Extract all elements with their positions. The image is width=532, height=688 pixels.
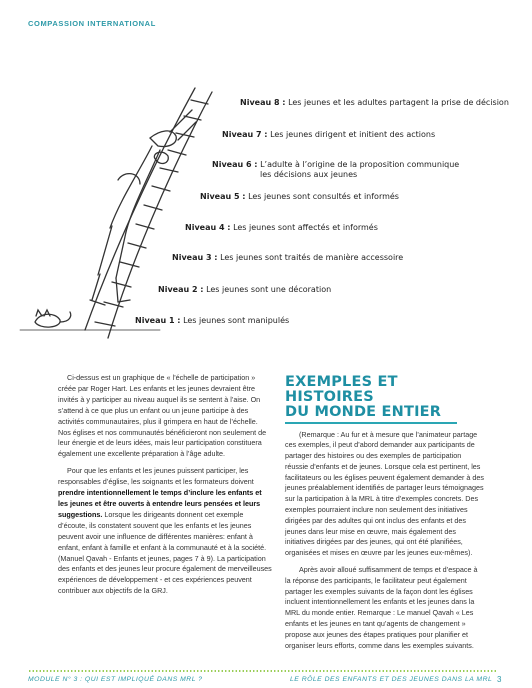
right-column xyxy=(285,373,485,657)
section-title: EXEMPLES ET HISTOIRES DU MONDE ENTIER xyxy=(285,374,442,420)
header-brand: COMPASSION INTERNATIONAL xyxy=(28,19,156,28)
examples-paragraph: Après avoir alloué suffisamment de temps et d’espace à la réponse des participants, le facilitateur peut également partager les exemples suivants de la façon dont les églises incluent intentionnellement les enfants et les jeunes dans la MRL du monde entier. Remarque : Le manuel Qavah « Les enfants et les jeunes en tant qu’agents de changement » propose aux jeunes des étapes pratiques pour planifier et organiser leurs efforts, comme dans les exemples suivants. xyxy=(285,565,478,650)
title-rule xyxy=(285,422,457,424)
ladder-level-4: Niveau 4 : Les jeunes sont affectés et informés xyxy=(185,223,378,232)
remark-paragraph: (Remarque : Au fur et à mesure que l’animateur partage ces exemples, il peut d’abord demander aux participants de partager des histoires ou des exemples de participation réussie d’enfants et de jeunes. Lorsque cela est pertinent, les facilitateurs ou les églises peuvent également demander à des jeunes préalablement identifiés de partager leurs témoignages sur la participation à la MRL à titre d’exemples concrets. Des exemples pourraient inclure non seulement des initiatives dirigées par des adultes qui ont inclus des enfants et des jeunes dans leur mise en œuvre, mais également des initiatives dirigées par des jeunes, qui ont été planifiées, organisées et mises en œuvre par les jeunes eux-mêmes). xyxy=(285,429,484,558)
footer-section-label: LE RÔLE DES ENFANTS ET DES JEUNES DANS LA MRL xyxy=(290,676,493,683)
footer-module-label: MODULE N° 3 : QUI EST IMPLIQUÉ DANS MRL ? xyxy=(28,676,203,683)
intro-paragraph: Ci-dessus est un graphique de « l’échelle de participation » créée par Roger Hart. Les enfants et les jeunes devraient être invités à y participer au niveau auquel ils se sentent à l’aise. On s’attend à ce que plus un enfant ou un jeune participe à des activités communautaires, plus il grimpera en haut de l’échelle. Nos églises et nos communautés bénéficieront non seulement de leur énergie et de leurs idées, mais leur participation constituera également une excellente préparation à l’âge adulte. xyxy=(58,373,267,459)
page-number: 3 xyxy=(497,675,502,684)
participation-paragraph: Pour que les enfants et les jeunes puissent participer, les responsables d’église, les soignants et les formateurs doivent prendre intentionnellement le temps d’inclure les enfants et les jeunes et être ouverts à entendre leurs pensées et leurs suggestions. Lorsque les dirigeants donnent cet exemple d’écoute, ils constatent souvent que les enfants et les jeunes peuvent avoir une influence de différentes manières: enfant à enfant, enfant à famille et enfant à la communauté et à la société. (Manuel Qavah - Enfants et jeunes, pages 7 à 9). La participation des enfants et des jeunes leur procure également de merveilleuses expériences de développement - et ces expériences peuvent contribuer aux objectifs de la GRJ. xyxy=(58,466,272,596)
left-column xyxy=(58,373,272,603)
ladder-level-3: Niveau 3 : Les jeunes sont traités de manière accessoire xyxy=(172,253,404,262)
ladder-level-5: Niveau 5 : Les jeunes sont consultés et informés xyxy=(200,192,399,201)
ladder-level-7: Niveau 7 : Les jeunes dirigent et initient des actions xyxy=(222,130,436,139)
ladder-level-8: Niveau 8 : Les jeunes et les adultes partagent la prise de décision xyxy=(240,98,509,107)
ladder-level-2: Niveau 2 : Les jeunes sont une décoration xyxy=(158,285,332,294)
ladder-level-1: Niveau 1 : Les jeunes sont manipulés xyxy=(135,316,290,325)
footer-dotted-rule xyxy=(28,670,498,672)
ladder-level-6: Niveau 6 : L’adulte à l’origine de la proposition communique les décisions aux jeunes xyxy=(212,160,460,179)
